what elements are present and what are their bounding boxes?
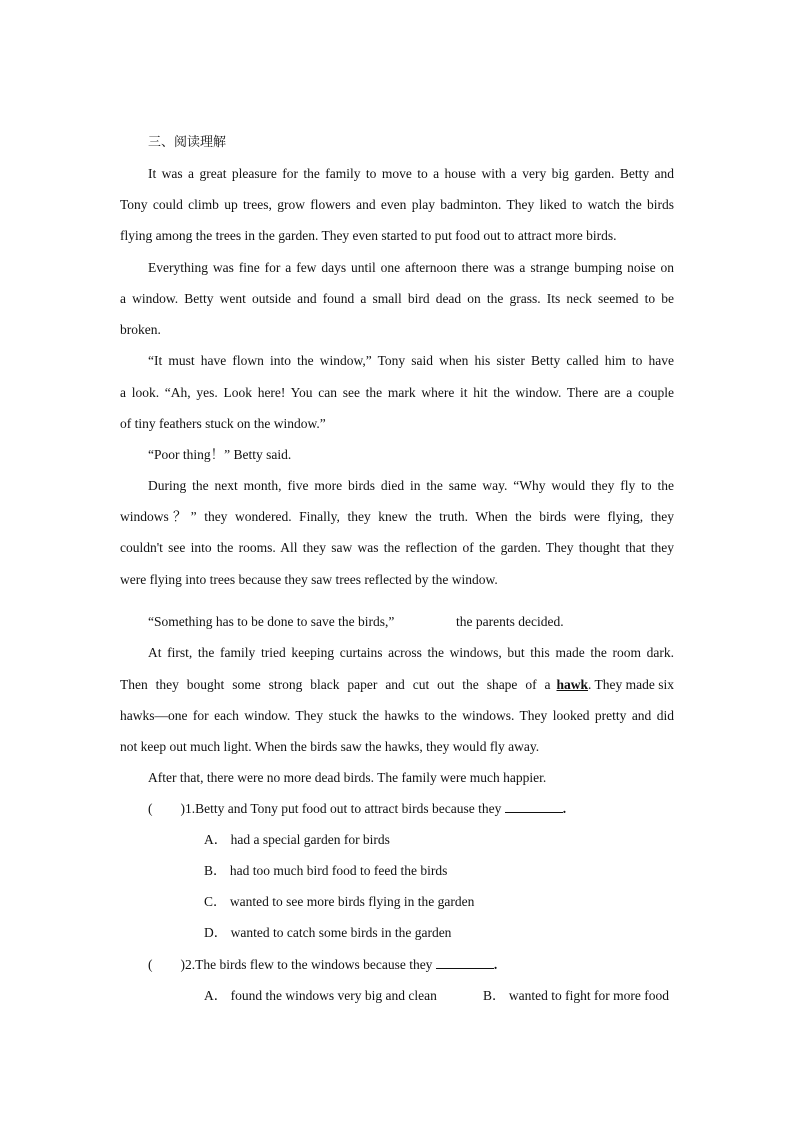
option-letter: A． — [204, 832, 228, 847]
answer-paren-close: ) — [180, 801, 185, 816]
paragraph-2-line-1: Everything was fine for a few days until one afternoon there was a strange bumping noise on — [148, 260, 674, 275]
paragraph-7-line-2-pre: Then they bought some strong black paper and cut out the shape of a — [120, 677, 551, 692]
question-1-option-d — [204, 924, 758, 942]
option-letter: C． — [204, 894, 227, 909]
option-text: had too much bird food to feed the birds — [229, 863, 448, 878]
question-stem: The birds flew to the windows because they — [195, 957, 433, 972]
option-letter: B． — [204, 863, 227, 878]
paragraph-2-line-3: broken. — [120, 322, 161, 337]
option-letter: D． — [204, 925, 228, 940]
option-text: wanted to fight for more food — [508, 988, 669, 1003]
answer-paren-close: ) — [180, 957, 185, 972]
option-text: wanted to catch some birds in the garden — [230, 925, 452, 940]
option-text: had a special garden for birds — [230, 832, 390, 847]
question-1 — [148, 800, 702, 818]
paragraph-5-line-4: were flying into trees because they saw trees reflected by the window. — [120, 572, 498, 587]
paragraph-5-line-2: windows？” they wondered. Finally, they knew the truth. When the birds were flying, they — [120, 509, 674, 524]
option-text: wanted to see more birds flying in the garden — [229, 894, 475, 909]
section-heading: 三、阅读理解 — [148, 135, 227, 150]
question-2-options-row — [204, 987, 674, 1005]
paragraph-1-line-2: Tony could climb up trees, grow flowers and even play badminton. They liked to watch the birds — [120, 197, 674, 212]
answer-paren-open: ( — [148, 957, 153, 972]
paragraph-6-tail: the parents decided. — [456, 614, 564, 629]
paragraph-7-line-4: not keep out much light. When the birds saw the hawks, they would fly away. — [120, 739, 540, 754]
paragraph-7-line-2-post: . They made six — [588, 677, 674, 692]
option-letter: A． — [204, 988, 228, 1003]
paragraph-3-line-1: “It must have flown into the window,” Tony said when his sister Betty called him to have — [148, 353, 674, 368]
paragraph-7-line-3: hawks—one for each window. They stuck the hawks to the windows. They looked pretty and did — [120, 708, 674, 723]
paragraph-4: “Poor thing！” Betty said. — [148, 447, 292, 462]
question-end: . — [493, 957, 498, 972]
paragraph-7-line-1: At first, the family tried keeping curtains across the windows, but this made the room dark. — [148, 645, 674, 660]
question-1-option-a — [204, 831, 758, 849]
paragraph-6 — [148, 613, 674, 631]
question-2 — [148, 956, 702, 974]
paragraph-7-line-2 — [120, 676, 674, 694]
paragraph-1-line-3: flying among the trees in the garden. They even started to put food out to attract more birds. — [120, 228, 617, 243]
option-text: found the windows very big and clean — [230, 988, 437, 1003]
paragraph-8: After that, there were no more dead birds. The family were much happier. — [148, 770, 547, 785]
question-stem: Betty and Tony put food out to attract birds because they — [195, 801, 502, 816]
question-end: . — [562, 801, 567, 816]
paragraph-3-line-3: of tiny feathers stuck on the window.” — [120, 416, 326, 431]
paragraph-2-line-2: a window. Betty went outside and found a small bird dead on the grass. Its neck seemed to be — [120, 291, 674, 306]
answer-blank — [505, 800, 563, 813]
answer-paren-open: ( — [148, 801, 153, 816]
paragraph-1-line-1: It was a great pleasure for the family to move to a house with a very big garden. Betty and — [148, 166, 674, 181]
answer-blank — [436, 956, 494, 969]
paragraph-3-line-2: a look. “Ah, yes. Look here! You can see the mark where it hit the window. There are a couple — [120, 385, 674, 400]
question-number: 1. — [185, 801, 196, 816]
question-2-option-a — [204, 988, 437, 1003]
question-1-option-b — [204, 862, 758, 880]
question-number: 2. — [185, 957, 196, 972]
paragraph-5-line-1: During the next month, five more birds died in the same way. “Why would they fly to the — [148, 478, 674, 493]
paragraph-5-line-3: couldn't see into the rooms. All they saw was the reflection of the garden. They thought that they — [120, 540, 674, 555]
hawk-keyword: hawk — [556, 677, 589, 692]
question-2-option-b — [483, 987, 669, 1005]
option-letter: B． — [483, 988, 506, 1003]
paragraph-6-quote: “Something has to be done to save the birds,” — [148, 614, 395, 629]
question-1-option-c — [204, 893, 758, 911]
